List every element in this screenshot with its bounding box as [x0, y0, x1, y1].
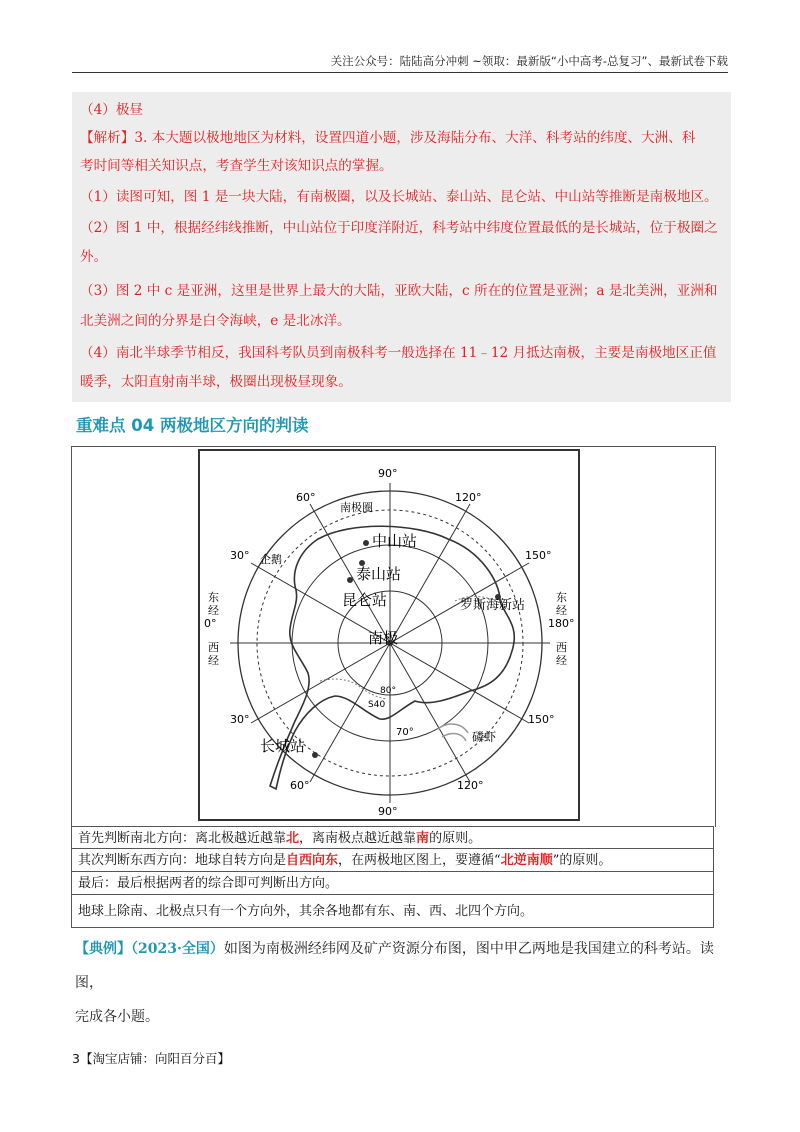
map-svg — [200, 451, 578, 819]
answer-item-4: （4）极昼 — [80, 102, 144, 118]
rule-row-4 — [71, 895, 714, 928]
lon-30-bl-label: 30° — [230, 713, 250, 726]
antarctic-circle-label: 南极圈 — [340, 501, 373, 514]
lat-40-label: S40 — [368, 700, 386, 710]
lon-150-r-label: 150° — [525, 549, 552, 562]
example-block — [75, 932, 725, 1034]
rule-2-pre: 其次判断东西方向：地球自转方向是 — [78, 853, 287, 868]
rule-2-post: ”的原则。 — [552, 853, 612, 868]
left-west-label: 西经 — [208, 641, 219, 667]
lon-60-tl-label: 60° — [296, 491, 316, 504]
analysis-line-2: 考时间等相关知识点，考查学生对该知识点的掌握。 — [80, 158, 393, 174]
zhongshan-dot — [363, 540, 369, 546]
example-text-2: 完成各小题。 — [75, 1009, 159, 1025]
lon-150-br-label: 150° — [528, 713, 555, 726]
analysis-p3-line1: （3）图 2 中 c 是亚洲，这里是世界上最大的大陆，亚欧大陆，c 所在的位置是亚洲；a 是北美洲，亚洲和 — [80, 283, 718, 299]
section-title: 重难点 04 两极地区方向的判读 — [76, 416, 309, 435]
krill-icon — [438, 724, 468, 741]
lon-120-br-label: 120° — [457, 779, 484, 792]
rule-4-text: 地球上除南、北极点只有一个方向外，其余各地都有东、南、西、北四个方向。 — [78, 904, 534, 919]
analysis-line-1: 【解析】3. 本大题以极地地区为材料，设置四道小题，涉及海陆分布、大洋、科考站的纬度、大洲、科 — [80, 130, 696, 146]
penguin-label: 企鹅 — [260, 553, 282, 566]
krill-label: 磷虾 — [472, 730, 497, 744]
example-text-1: 如图为南极洲经纬网及矿产资源分布图，图中甲乙两地是我国建立的科考站。读图， — [75, 941, 714, 991]
analysis-p4-line1: （4）南北半球季节相反，我国科考队员到南极科考一般选择在 11﹣12 月抵达南极，主要是南极地区正值 — [80, 345, 717, 361]
lon-top-label: 90° — [378, 467, 398, 480]
analysis-p1: （1）读图可知，图 1 是一块大陆，有南极圈，以及长城站、泰山站、昆仑站、中山站等推断是南极地区。 — [80, 189, 718, 205]
changcheng-dot — [312, 752, 318, 758]
antarctica-map — [198, 449, 580, 821]
lat-80-label: 80° — [380, 686, 396, 696]
right-west-label: 西经 — [556, 641, 567, 667]
page-header: 关注公众号：陆陆高分冲刺 ~领取：最新版“小中高考-总复习”、最新试卷下载 — [72, 52, 728, 73]
lon-bottom-label: 90° — [378, 805, 398, 818]
kunlun-dot — [347, 577, 353, 583]
taishan-label: 泰山站 — [356, 565, 402, 583]
rule-row-1 — [71, 826, 714, 849]
analysis-p4-line2: 暖季，太阳直射南半球，极圈出现极昼现象。 — [80, 374, 352, 390]
rule-2-hl1: 自西向东 — [286, 853, 339, 868]
rule-row-2 — [71, 849, 714, 872]
south-pole-label: 南极 — [368, 629, 399, 647]
rule-1-hl1: 北 — [286, 831, 300, 846]
answer-analysis-box — [72, 92, 731, 402]
lat-70-label: 70° — [396, 727, 414, 738]
analysis-p2-line1: （2）图 1 中，根据经纬线推断，中山站位于印度洋附近，科考站中纬度位置最低的是长城站，位于极圈之 — [80, 220, 718, 236]
lon-60-bl-label: 60° — [290, 779, 310, 792]
rule-3-text: 最后：最后根据两者的综合即可判断出方向。 — [78, 876, 339, 891]
map-frame — [71, 446, 716, 827]
rule-row-3 — [71, 872, 714, 895]
lon-120-tr-label: 120° — [455, 491, 482, 504]
lon-30-l-label: 30° — [230, 549, 250, 562]
rossea-label: 罗斯海新站 — [460, 598, 526, 613]
right-east-label: 东经 180° — [548, 591, 575, 630]
analysis-p2-line2: 外。 — [80, 249, 108, 265]
zhongshan-label: 中山站 — [372, 532, 418, 550]
changcheng-label: 长城站 — [260, 737, 306, 755]
left-east-label: 东经 0° — [204, 591, 219, 630]
rule-1-mid: ，离南极点越近越靠 — [299, 831, 417, 846]
example-tag: 【典例】（2023·全国） — [75, 941, 224, 957]
page-footer: 3【淘宝店铺：向阳百分百】 — [72, 1051, 230, 1066]
rule-1-post: 的原则。 — [429, 831, 482, 846]
rule-2-hl2: 北逆南顺 — [500, 853, 553, 868]
rule-1-hl2: 南 — [416, 831, 430, 846]
analysis-p3-line2: 北美洲之间的分界是白令海峡，e 是北冰洋。 — [80, 313, 351, 329]
rule-1-pre: 首先判断南北方向：离北极越近越靠 — [78, 831, 287, 846]
kunlun-label: 昆仑站 — [342, 591, 388, 609]
rule-2-mid: ，在两极地区图上，要遵循“ — [338, 853, 501, 868]
